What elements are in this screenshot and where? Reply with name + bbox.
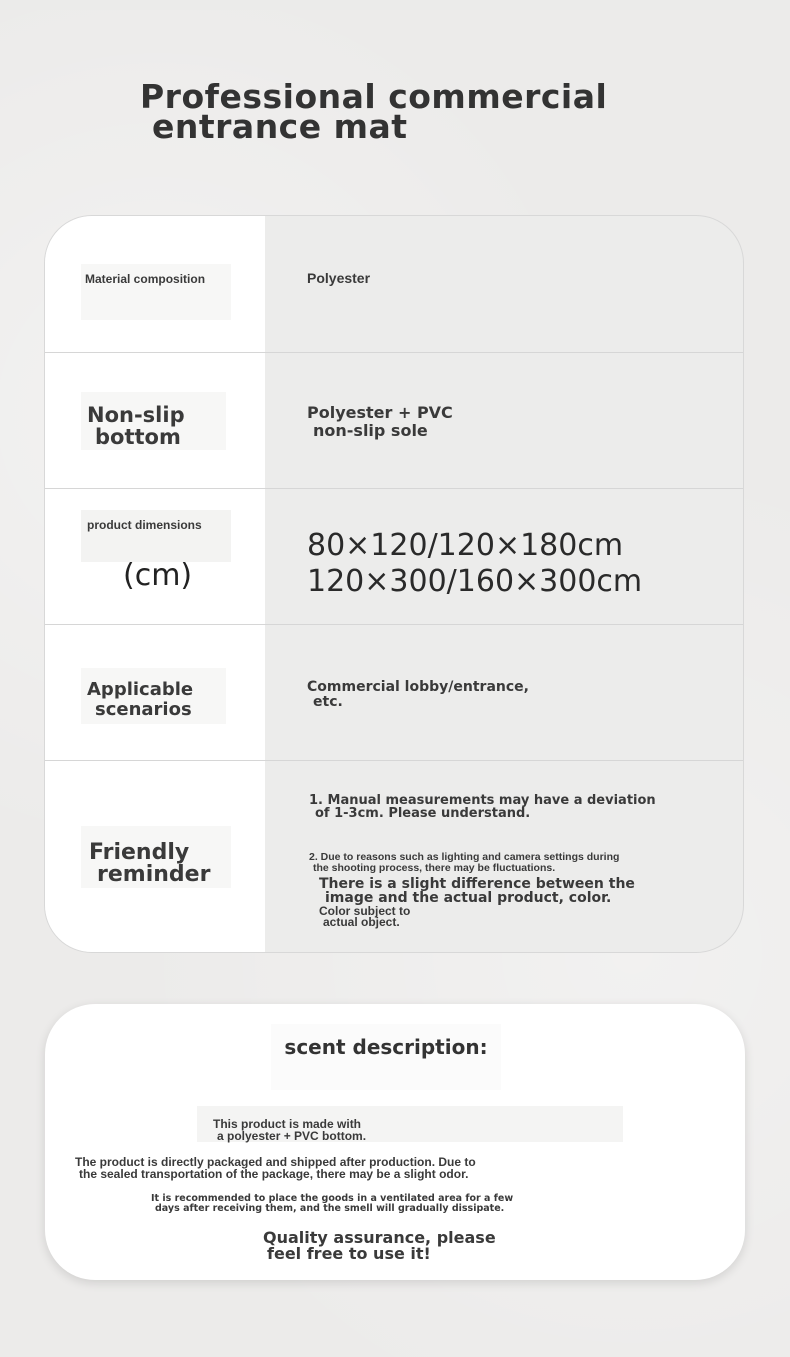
- bottom-value-line-2: non-slip sole: [313, 421, 428, 440]
- scent-description-card: [45, 1004, 745, 1280]
- page-title-line-2: entrance mat: [152, 107, 408, 146]
- scent-paragraph-packaging: [75, 1156, 476, 1180]
- bottom-label-line-2: bottom: [95, 425, 181, 449]
- reminder-label-line-1: Friendly: [89, 840, 190, 865]
- reminder-note-1: [309, 794, 656, 820]
- material-value: Polyester: [307, 270, 371, 286]
- bottom-value-line-1: Polyester + PVC: [307, 403, 453, 422]
- scent-paragraph-material-line-1: This product is made with: [213, 1117, 362, 1131]
- scent-paragraph-assurance-line-1: Quality assurance, please: [263, 1228, 496, 1247]
- scenarios-value-line-1: Commercial lobby/entrance,: [307, 679, 529, 695]
- dimensions-value-line-1: 80×120/120×180cm: [307, 528, 624, 563]
- scent-paragraph-ventilation-line-1: It is recommended to place the goods in a ventilated area for a few: [151, 1193, 514, 1204]
- scent-paragraph-assurance: [263, 1230, 496, 1262]
- reminder-label: [81, 826, 231, 888]
- scenarios-label: [81, 668, 226, 724]
- dimensions-value: [307, 528, 642, 600]
- reminder-note-3: [319, 877, 635, 905]
- scent-paragraph-packaging-line-2: the sealed transportation of the package, there may be a slight odor.: [79, 1167, 469, 1181]
- reminder-note-2-line-2: the shooting process, there may be fluctuations.: [313, 862, 556, 874]
- reminder-label-line-2: reminder: [97, 862, 211, 887]
- spec-row-reminder: [45, 760, 743, 952]
- reminder-note-2: [309, 852, 619, 874]
- reminder-note-4-line-2: actual object.: [323, 915, 400, 929]
- scent-paragraph-ventilation: [151, 1194, 513, 1214]
- specification-card: [44, 215, 744, 953]
- scenarios-value-line-2: etc.: [313, 694, 343, 710]
- scent-paragraph-assurance-line-2: feel free to use it!: [267, 1244, 431, 1263]
- dimensions-label: product dimensions: [81, 510, 231, 562]
- spec-row-dimensions: [45, 488, 743, 625]
- scent-title: scent description:: [271, 1024, 501, 1090]
- reminder-note-4: [319, 906, 410, 928]
- bottom-value: [307, 404, 453, 440]
- bottom-label: [81, 392, 226, 450]
- scent-paragraph-ventilation-line-2: days after receiving them, and the smell will gradually dissipate.: [155, 1203, 505, 1214]
- spec-row-bottom: [45, 352, 743, 489]
- reminder-note-3-line-1: There is a slight difference between the: [319, 876, 635, 892]
- spec-row-scenarios: [45, 624, 743, 761]
- page-title-line-1: Professional commercial: [140, 77, 608, 116]
- material-label: Material composition: [81, 264, 231, 320]
- scenarios-label-line-1: Applicable: [87, 679, 194, 700]
- reminder-note-4-line-1: Color subject to: [319, 904, 411, 918]
- scenarios-label-line-2: scenarios: [95, 699, 192, 720]
- reminder-note-1-line-1: 1. Manual measurements may have a deviation: [309, 793, 656, 808]
- reminder-note-3-line-2: image and the actual product, color.: [325, 890, 612, 906]
- dimensions-value-line-2: 120×300/160×300cm: [307, 564, 643, 599]
- spec-row-material: [45, 216, 743, 353]
- reminder-note-2-line-1: 2. Due to reasons such as lighting and camera settings during: [309, 851, 620, 863]
- scent-paragraph-material: [197, 1106, 623, 1142]
- dimensions-unit: (cm): [123, 558, 193, 593]
- page-title: [140, 77, 700, 146]
- scent-paragraph-packaging-line-1: The product is directly packaged and shipped after production. Due to: [75, 1155, 476, 1169]
- scenarios-value: [307, 680, 529, 710]
- scent-paragraph-material-line-2: a polyester + PVC bottom.: [217, 1129, 367, 1143]
- reminder-note-1-line-2: of 1-3cm. Please understand.: [315, 806, 531, 821]
- bottom-label-line-1: Non-slip: [87, 403, 185, 427]
